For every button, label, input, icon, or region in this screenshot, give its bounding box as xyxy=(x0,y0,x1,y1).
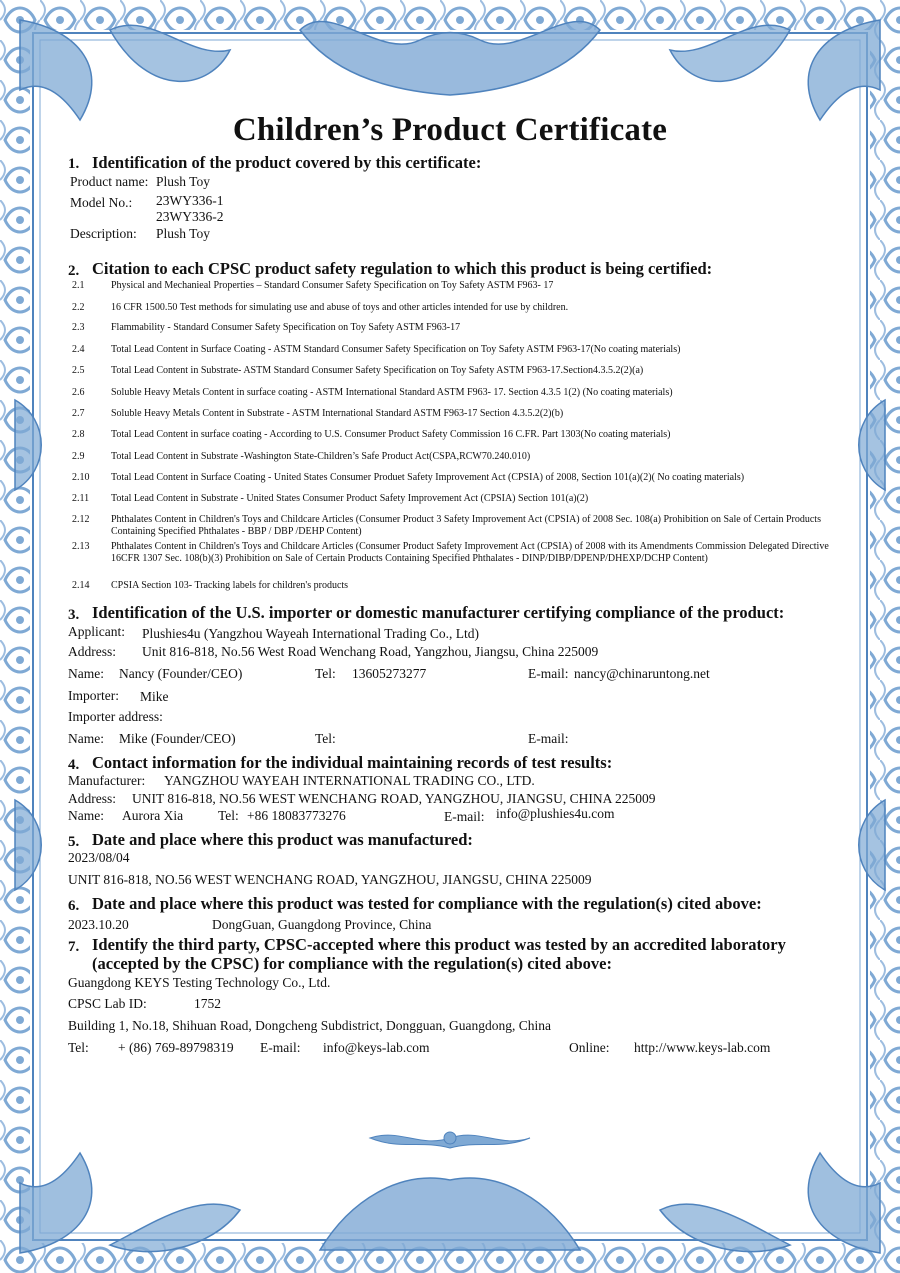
citation-text: Soluble Heavy Metals Content in surface coating - ASTM International Standard ASTM F963- 17. Section 4.3.5 1(2) (No coating materials) xyxy=(111,387,673,398)
lab-tel-value: + (86) 769-89798319 xyxy=(118,1040,234,1055)
citation-text: Total Lead Content in Substrate -Washington State-Children’s Safe Product Act(CSPA,RCW70.240.010) xyxy=(111,451,531,462)
applicant-tel-label: Tel: xyxy=(315,666,336,681)
citation-number: 2.13 xyxy=(72,541,90,552)
manufacturer-address-value: UNIT 816-818, NO.56 WEST WENCHANG ROAD, YANGZHOU, JIANGSU, CHINA 225009 xyxy=(132,791,656,806)
lab-online-label: Online: xyxy=(569,1040,610,1055)
records-email-label: E-mail: xyxy=(444,809,485,824)
section-7-number: 7. xyxy=(68,939,80,955)
description-value: Plush Toy xyxy=(156,226,210,241)
applicant-value: Plushies4u (Yangzhou Wayeah International Trading Co., Ltd) xyxy=(142,626,480,641)
section-2-heading: Citation to each CPSC product safety regulation to which this product is being certified: xyxy=(92,259,713,278)
manufactured-date: 2023/08/04 xyxy=(68,850,130,865)
lab-address: Building 1, No.18, Shihuan Road, Dongcheng Subdistrict, Dongguan, Guangdong, China xyxy=(68,1018,551,1033)
records-tel-value: +86 18083773276 xyxy=(247,808,346,823)
applicant-address-value: Unit 816-818, No.56 West Road Wenchang Road, Yangzhou, Jiangsu, China 225009 xyxy=(142,644,599,659)
importer-value: Mike xyxy=(140,689,169,704)
applicant-email-label: E-mail: xyxy=(528,666,569,681)
importer-name-label: Name: xyxy=(68,731,104,746)
citation-number: 2.10 xyxy=(72,472,90,483)
tested-place: DongGuan, Guangdong Province, China xyxy=(212,917,432,932)
certificate-title: Children’s Product Certificate xyxy=(232,112,668,148)
citation-text: 16 CFR 1500.50 Test methods for simulating use and abuse of toys and other articles intended for use by children. xyxy=(111,302,569,313)
model-label: Model No.: xyxy=(70,195,133,210)
records-tel-label: Tel: xyxy=(218,808,239,823)
citation-number: 2.6 xyxy=(72,387,85,398)
applicant-address-label: Address: xyxy=(68,644,116,659)
lab-tel-label: Tel: xyxy=(68,1040,89,1055)
lab-id-label: CPSC Lab ID: xyxy=(68,996,147,1011)
citation-number: 2.9 xyxy=(72,451,85,462)
section-3-number: 3. xyxy=(68,607,80,623)
citation-text: Phthalates Content in Children's Toys and Childcare Articles (Consumer Product 3 Safety Improvement Act (CPSIA) of 2008 Sec. 108(a) Prohibition on Sale of Certain Products Containing Specified Phthalates - BBP / DBP /DEHP Content) xyxy=(111,514,821,537)
citation-number: 2.14 xyxy=(72,580,90,591)
model-value-2: 23WY336-2 xyxy=(156,209,224,224)
tested-date: 2023.10.20 xyxy=(68,917,129,932)
section-4-number: 4. xyxy=(68,757,80,773)
citation-text: Total Lead Content in Substrate - United States Consumer Product Safety Improvement Act (CPSIA) Section 101(a)(2) xyxy=(111,493,589,504)
records-email-value: info@plushies4u.com xyxy=(496,806,615,821)
section-4-heading: Contact information for the individual maintaining records of test results: xyxy=(92,753,613,772)
citation-text: Total Lead Content in Surface Coating - ASTM Standard Consumer Safety Specification on Toy Safety ASTM F963-17(No coating materials) xyxy=(111,344,681,355)
applicant-label: Applicant: xyxy=(68,624,125,639)
section-5-heading: Date and place where this product was manufactured: xyxy=(92,830,473,849)
section-5-number: 5. xyxy=(68,834,80,850)
section-6-heading: Date and place where this product was tested for compliance with the regulation(s) cited above: xyxy=(92,894,762,913)
model-value-1: 23WY336-1 xyxy=(156,193,224,208)
lab-email-value: info@keys-lab.com xyxy=(323,1040,430,1055)
importer-name-value: Mike (Founder/CEO) xyxy=(119,731,236,746)
citation-number: 2.5 xyxy=(72,365,85,376)
citation-text: Phthalates Content in Children's Toys and Childcare Articles (Consumer Product Safety Improvement Act (CPSIA) of 2008 with its Amendments Commission Delegated Directive 16CFR 1307 Sec. 108(b)(3) Prohibition on Sale of Certain Products Containing Specified Phthalates - DINP/DIBP/DPENP/DHEXP/DCHP Content) xyxy=(111,541,829,564)
manufacturer-address-label: Address: xyxy=(68,791,116,806)
citation-number: 2.12 xyxy=(72,514,90,525)
citation-number: 2.8 xyxy=(72,429,85,440)
citation-text: Total Lead Content in surface coating - According to U.S. Consumer Product Safety Commission 16 C.FR. Part 1303(No coating materials) xyxy=(111,429,671,440)
records-name-label: Name: xyxy=(68,808,104,823)
section-1-number: 1. xyxy=(68,156,80,172)
citation-text: Total Lead Content in Substrate- ASTM Standard Consumer Safety Specification on Toy Safety ASTM F963-17.Section4.3.5.2(2)(a) xyxy=(111,365,644,376)
section-1-heading: Identification of the product covered by this certificate: xyxy=(92,153,482,172)
applicant-name-value: Nancy (Founder/CEO) xyxy=(119,666,243,681)
lab-name: Guangdong KEYS Testing Technology Co., Ltd. xyxy=(68,975,331,990)
lab-id-value: 1752 xyxy=(194,996,221,1011)
importer-address-label: Importer address: xyxy=(68,709,163,724)
citation-text: Physical and Mechanieal Properties – Standard Consumer Safety Specification on Toy Safety ASTM F963- 17 xyxy=(111,280,554,291)
section-2-number: 2. xyxy=(68,263,80,279)
citation-text: Total Lead Content in Surface Coating - United States Consumer Produet Safety Improvement Act (CPSIA) of 2008, Section 101(a)(2)( No coating materials) xyxy=(111,472,745,483)
records-name-value: Aurora Xia xyxy=(122,808,184,823)
section-3-heading: Identification of the U.S. importer or domestic manufacturer certifying compliance of the product: xyxy=(92,603,785,622)
section-7-heading-line-1: Identify the third party, CPSC-accepted where this product was tested by an accredited laboratory xyxy=(92,935,786,954)
importer-label: Importer: xyxy=(68,688,119,703)
section-6-number: 6. xyxy=(68,898,80,914)
description-label: Description: xyxy=(70,226,137,241)
applicant-tel-value: 13605273277 xyxy=(352,666,427,681)
citation-text: Flammability - Standard Consumer Safety Specification on Toy Safety ASTM F963-17 xyxy=(111,322,461,333)
citation-number: 2.11 xyxy=(72,493,90,504)
manufacturer-value: YANGZHOU WAYEAH INTERNATIONAL TRADING CO., LTD. xyxy=(164,773,535,788)
citation-number: 2.2 xyxy=(72,302,85,313)
citation-text: Soluble Heavy Metals Content in Substrate - ASTM International Standard ASTM F963-17 Section 4.3.5.2(2)(b) xyxy=(111,408,564,419)
lab-website-link[interactable]: http://www.keys-lab.com xyxy=(634,1040,771,1055)
lab-email-label: E-mail: xyxy=(260,1040,301,1055)
importer-email-label: E-mail: xyxy=(528,731,569,746)
manufacturer-label: Manufacturer: xyxy=(68,773,146,788)
section-7-heading-line-2: (accepted by the CPSC) for compliance with the regulation(s) cited above: xyxy=(92,954,612,973)
manufactured-place: UNIT 816-818, NO.56 WEST WENCHANG ROAD, YANGZHOU, JIANGSU, CHINA 225009 xyxy=(68,872,592,887)
product-name-value: Plush Toy xyxy=(156,174,210,189)
applicant-email-value: nancy@chinaruntong.net xyxy=(574,666,710,681)
citation-number: 2.1 xyxy=(72,280,85,291)
citation-number: 2.3 xyxy=(72,322,85,333)
citation-number: 2.4 xyxy=(72,344,85,355)
applicant-name-label: Name: xyxy=(68,666,104,681)
importer-tel-label: Tel: xyxy=(315,731,336,746)
product-name-label: Product name: xyxy=(70,174,149,189)
citation-number: 2.7 xyxy=(72,408,85,419)
citation-text: CPSIA Section 103- Tracking labels for children's products xyxy=(111,580,349,591)
center-ornament xyxy=(370,1132,530,1148)
